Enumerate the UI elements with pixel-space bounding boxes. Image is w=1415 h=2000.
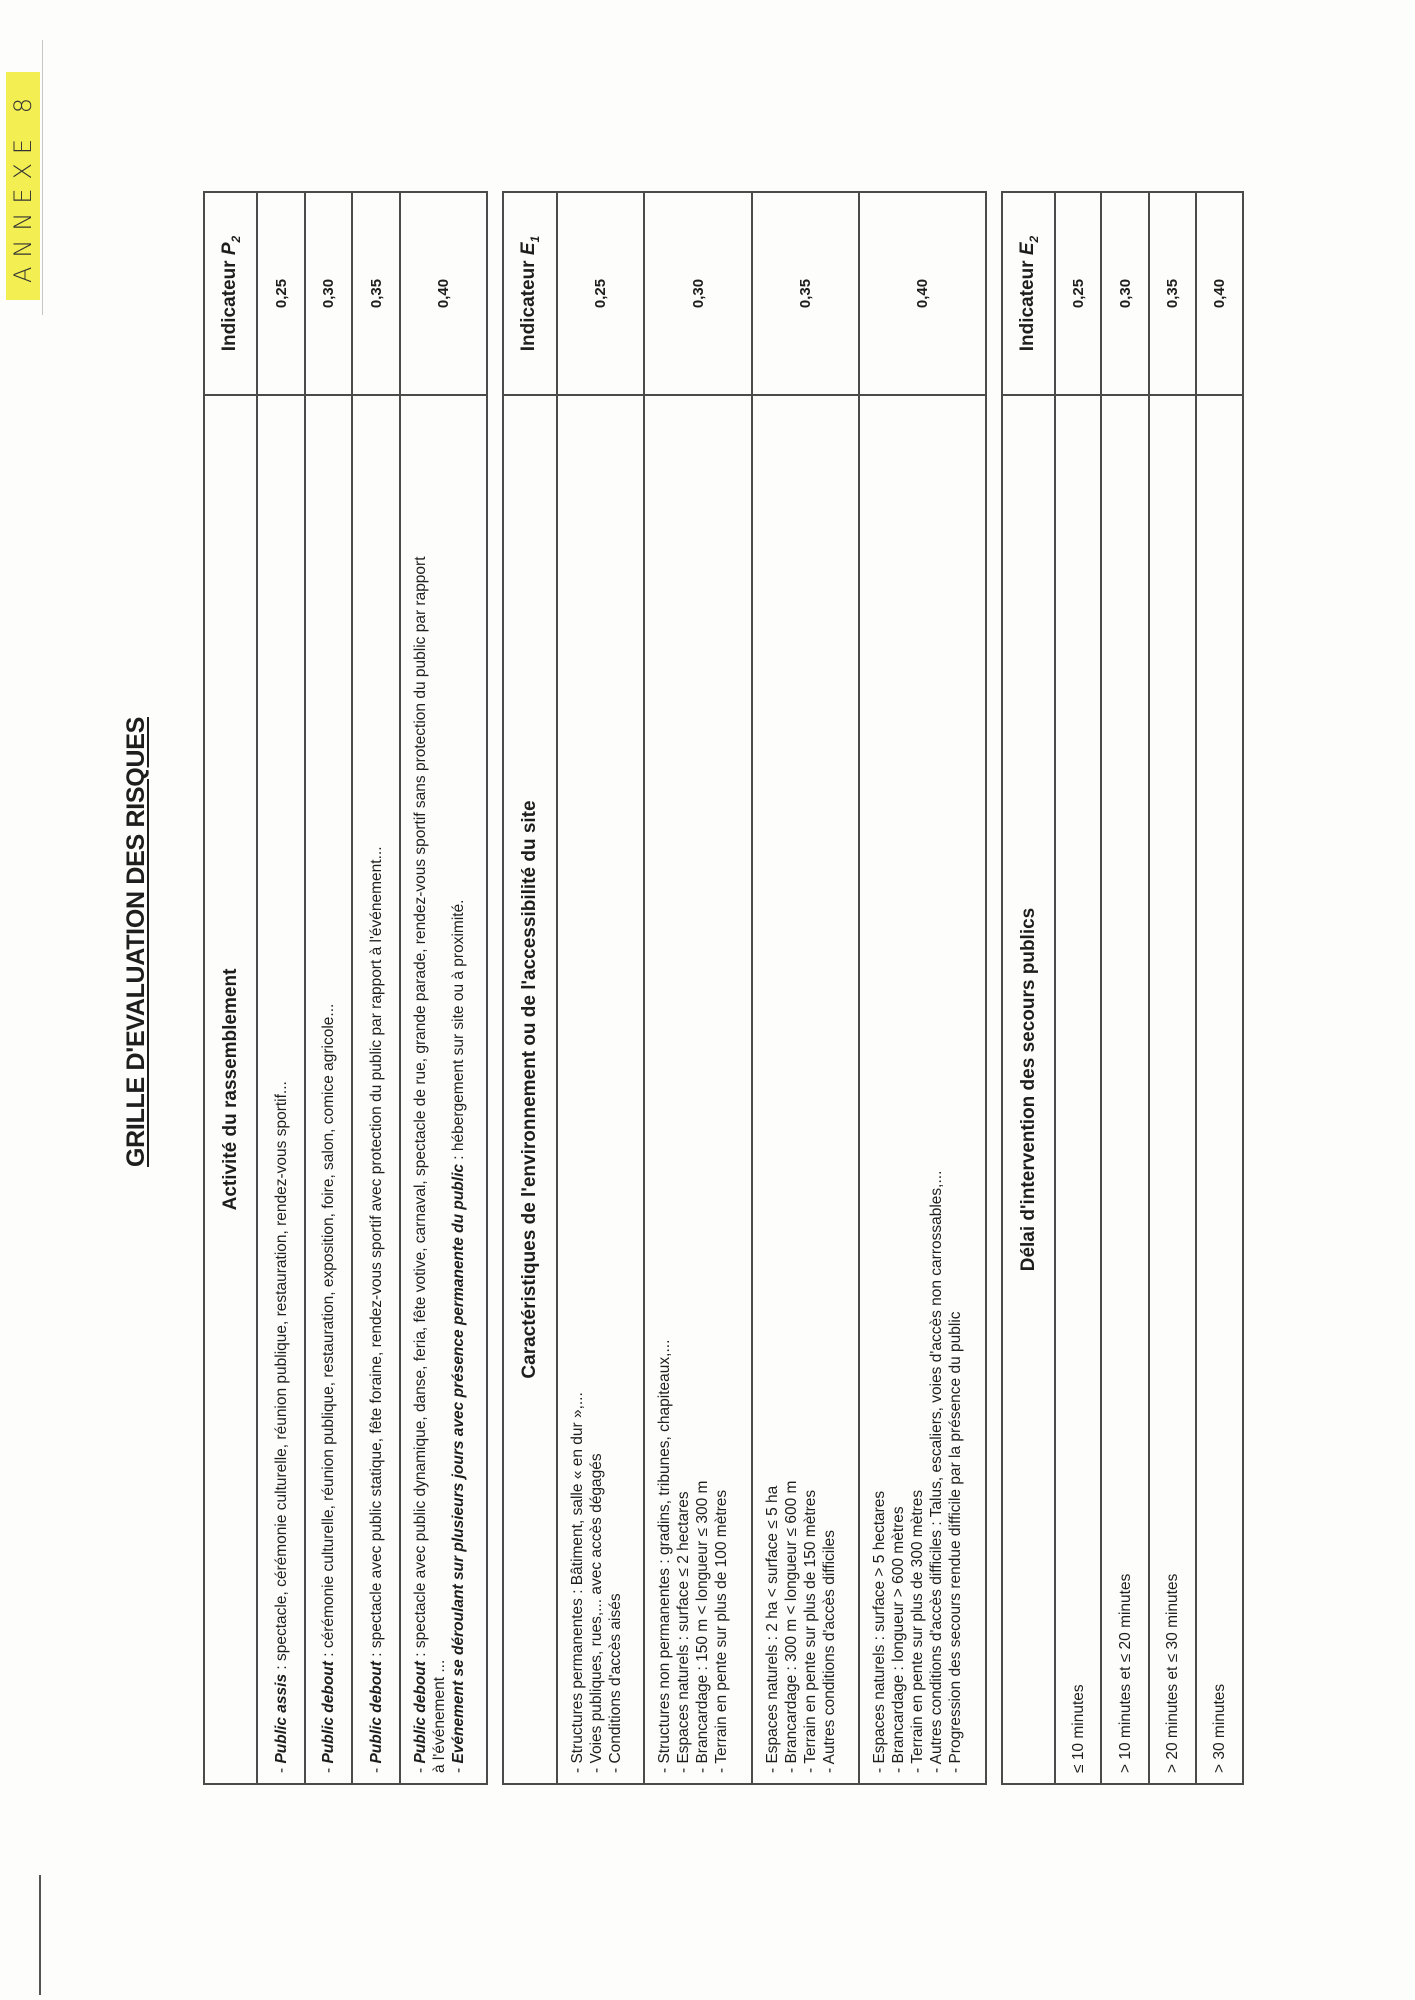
separator: : bbox=[367, 1648, 385, 1662]
table-row bbox=[1101, 192, 1149, 1784]
environment-cell bbox=[557, 395, 644, 1784]
indicator-subscript: 2 bbox=[1026, 235, 1041, 243]
activity-cell bbox=[400, 395, 487, 1784]
activity-line-continued: à l'événement ... bbox=[431, 1659, 448, 1773]
activity-text: spectacle avec public statique, fête foraine, rendez-vous sportif avec protection du public par rapport à l'événement... bbox=[367, 846, 385, 1649]
environment-cell bbox=[752, 395, 859, 1784]
table-header-row bbox=[503, 192, 557, 1784]
delay-cell: > 20 minutes et ≤ 30 minutes bbox=[1149, 395, 1196, 1784]
environment-line: - Brancardage : longueur > 600 mètres bbox=[890, 1506, 907, 1773]
table-header-row bbox=[1002, 192, 1055, 1784]
indicator-symbol: E bbox=[518, 242, 540, 256]
table-row bbox=[1055, 192, 1101, 1784]
activity-lead: Public debout bbox=[367, 1661, 385, 1764]
environment-line: - Terrain en pente sur plus de 300 mètres bbox=[909, 1489, 926, 1773]
indicator-subscript: 1 bbox=[527, 235, 542, 243]
indicator-symbol: E bbox=[1016, 242, 1038, 256]
separator: : bbox=[412, 1648, 429, 1662]
environment-line: - Structures permanentes : Bâtiment, salle « en dur »,... bbox=[569, 1392, 586, 1773]
activity-text: spectacle, cérémonie culturelle, réunion publique, restauration, rendez-vous sportif... bbox=[272, 1081, 290, 1661]
environment-line: - Autres conditions d'accès difficiles : Talus, escaliers, voies d'accès non carrossables,... bbox=[928, 1170, 945, 1773]
environment-line: - Progression des secours rendue difficile par la présence du public bbox=[947, 1311, 964, 1773]
activity-text: cérémonie culturelle, réunion publique, restauration, exposition, foire, salon, comice agricole... bbox=[320, 1003, 337, 1649]
table-row bbox=[557, 192, 644, 1784]
environment-line: - Terrain en pente sur plus de 100 mètres bbox=[713, 1489, 730, 1773]
activity-lead: Public assis bbox=[272, 1673, 290, 1764]
indicator-subscript: 2 bbox=[228, 235, 243, 243]
environment-line: - Voies publiques, rues,... avec accès dégagés bbox=[588, 1453, 605, 1773]
table-row bbox=[1196, 192, 1243, 1784]
activity-lead: Evénement se déroulant sur plusieurs jours avec présence permanente du public bbox=[450, 1164, 467, 1764]
page-title: GRILLE D'EVALUATION DES RISQUES bbox=[122, 717, 150, 1167]
table-row bbox=[400, 192, 487, 1784]
activity-line bbox=[449, 406, 468, 1773]
indicator-label: Indicateur bbox=[518, 260, 540, 352]
column-header-activity: Activité du rassemblement bbox=[204, 395, 257, 1784]
table-row bbox=[1149, 192, 1196, 1784]
column-header-environment: Caractéristiques de l'environnement ou de l'accessibilité du site bbox=[503, 395, 557, 1784]
indicator-value: 0,25 bbox=[557, 192, 644, 395]
activity-lead: Public debout bbox=[320, 1661, 337, 1764]
separator: : bbox=[320, 1648, 337, 1662]
table-row bbox=[352, 192, 400, 1784]
dash: - bbox=[450, 1763, 467, 1773]
dash: - bbox=[272, 1763, 290, 1773]
activity-text: : hébergement sur site ou à proximité. bbox=[450, 899, 467, 1164]
table-row bbox=[859, 192, 986, 1784]
indicator-value: 0,25 bbox=[1055, 192, 1101, 395]
environment-line: - Conditions d'accès aisés bbox=[607, 1593, 624, 1773]
table-row bbox=[305, 192, 352, 1784]
indicator-value: 0,30 bbox=[644, 192, 752, 395]
environment-line: - Terrain en pente sur plus de 150 mètres bbox=[802, 1489, 819, 1773]
activity-cell bbox=[305, 395, 352, 1784]
table-header-row bbox=[204, 192, 257, 1784]
indicator-value: 0,35 bbox=[1149, 192, 1196, 395]
indicator-value: 0,30 bbox=[1101, 192, 1149, 395]
environment-line: - Espaces naturels : surface > 5 hectares bbox=[871, 1490, 888, 1773]
environment-line: - Structures non permanentes : gradins, tribunes, chapiteaux,... bbox=[656, 1339, 673, 1773]
table-activity bbox=[203, 191, 488, 1785]
indicator-value: 0,30 bbox=[305, 192, 352, 395]
indicator-value: 0,25 bbox=[257, 192, 305, 395]
activity-cell bbox=[257, 395, 305, 1784]
indicator-value: 0,40 bbox=[859, 192, 986, 395]
column-header-indicator-e1 bbox=[503, 192, 557, 395]
indicator-symbol: P bbox=[218, 242, 240, 256]
column-header-indicator-e2 bbox=[1002, 192, 1055, 395]
indicator-label: Indicateur bbox=[1016, 260, 1038, 352]
indicator-value: 0,40 bbox=[1196, 192, 1243, 395]
activity-lead: Public debout bbox=[412, 1661, 429, 1764]
indicator-label: Indicateur bbox=[218, 260, 240, 352]
table-row bbox=[257, 192, 305, 1784]
environment-line: - Espaces naturels : surface ≤ 2 hectares bbox=[675, 1491, 692, 1773]
environment-line: - Espaces naturels : 2 ha < surface ≤ 5 ha bbox=[764, 1485, 781, 1773]
environment-line: - Brancardage : 300 m < longueur ≤ 600 m bbox=[783, 1480, 800, 1773]
column-header-indicator-p2 bbox=[204, 192, 257, 395]
indicator-value: 0,35 bbox=[352, 192, 400, 395]
environment-cell bbox=[644, 395, 752, 1784]
activity-cell bbox=[352, 395, 400, 1784]
annex-label: ANNEXE 8 bbox=[6, 72, 40, 300]
delay-cell: ≤ 10 minutes bbox=[1055, 395, 1101, 1784]
activity-line bbox=[411, 406, 430, 1773]
delay-cell: > 10 minutes et ≤ 20 minutes bbox=[1101, 395, 1149, 1784]
column-header-delay: Délai d'intervention des secours publics bbox=[1002, 395, 1055, 1784]
environment-cell bbox=[859, 395, 986, 1784]
dash: - bbox=[412, 1763, 429, 1773]
dash: - bbox=[320, 1763, 337, 1773]
indicator-value: 0,40 bbox=[400, 192, 487, 395]
table-intervention-delay bbox=[1001, 191, 1244, 1785]
separator: : bbox=[272, 1661, 290, 1674]
dash: - bbox=[367, 1763, 385, 1773]
environment-line: - Brancardage : 150 m < longueur ≤ 300 m bbox=[694, 1480, 711, 1773]
indicator-value: 0,35 bbox=[752, 192, 859, 395]
delay-cell: > 30 minutes bbox=[1196, 395, 1243, 1784]
table-environment bbox=[502, 191, 987, 1785]
activity-text: spectacle avec public dynamique, danse, feria, fête votive, carnaval, spectacle de rue, grande parade, rendez-vous sportif sans protection du public par rapport bbox=[412, 556, 429, 1649]
table-row bbox=[752, 192, 859, 1784]
table-row bbox=[644, 192, 752, 1784]
environment-line: - Autres conditions d'accès difficiles bbox=[821, 1529, 838, 1773]
